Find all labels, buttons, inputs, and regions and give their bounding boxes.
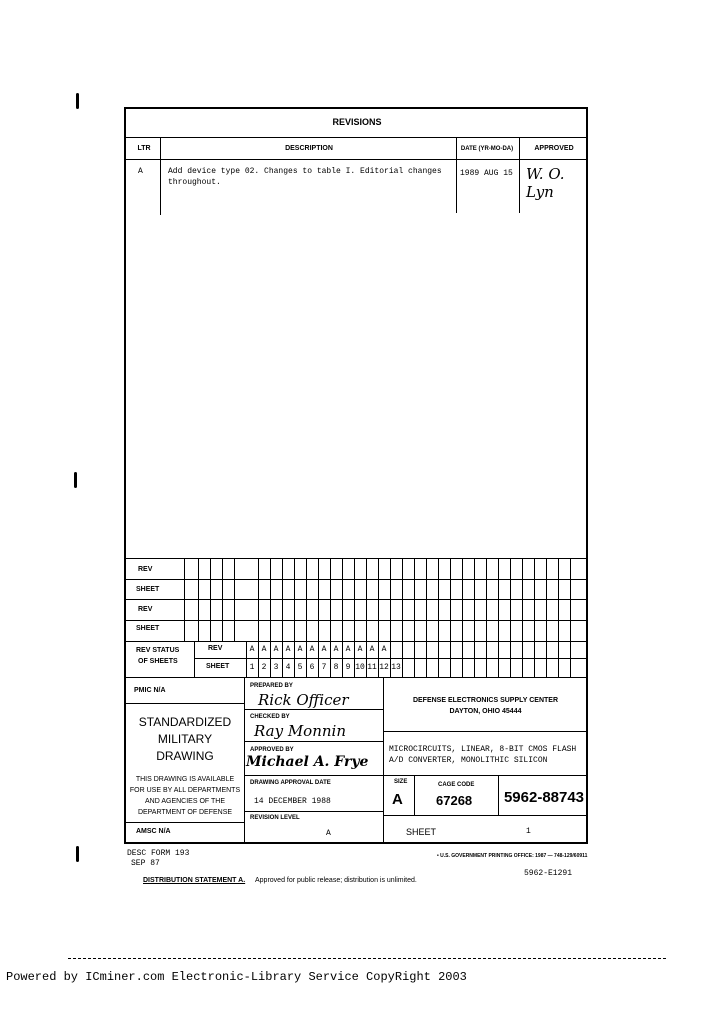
checked-by-signature: Ray Monnin	[254, 722, 346, 740]
size-value: A	[392, 791, 403, 808]
rev-status-label-2: OF SHEETS	[138, 658, 178, 665]
col-approved-header: APPROVED	[534, 145, 574, 152]
rev-status-cell: A	[285, 645, 291, 654]
revision-level-label: REVISION LEVEL	[250, 815, 300, 821]
approved-by-label: APPROVED BY	[250, 747, 294, 753]
prepared-by-label: PREPARED BY	[250, 683, 293, 689]
gpo-imprint: • U.S. GOVERNMENT PRINTING OFFICE: 1987 — 748-129/60911	[437, 853, 588, 859]
cage-code-value: 67268	[436, 793, 473, 808]
drawing-form	[124, 107, 588, 844]
sheet-number-cell: 7	[321, 663, 327, 672]
col-ltr-header: LTR	[137, 145, 151, 152]
drawing-number: 5962-88743	[503, 789, 585, 806]
approval-date-label: DRAWING APPROVAL DATE	[250, 780, 331, 786]
standardized-line3: DRAWING	[156, 749, 214, 763]
binder-mark-top	[76, 93, 79, 109]
rev-header: REV	[208, 645, 223, 652]
revision-level: A	[326, 829, 331, 838]
revision-description-line1: Add device type 02. Changes to table I. Editorial changes	[168, 167, 442, 176]
sheet-label: SHEET	[406, 827, 437, 837]
distribution-statement-label: DISTRIBUTION STATEMENT A.	[143, 877, 246, 884]
grid-rev-label-1: REV	[138, 566, 153, 573]
amsc-label: AMSC N/A	[136, 828, 171, 835]
rev-status-cell: A	[321, 645, 327, 654]
binder-mark-bottom	[76, 846, 79, 862]
rev-status-cell: A	[345, 645, 351, 654]
desc-form-date: SEP 87	[131, 859, 160, 868]
supply-center-line1: DEFENSE ELECTRONICS SUPPLY CENTER	[412, 697, 559, 704]
standardized-line2: MILITARY	[157, 732, 213, 746]
checked-by-label: CHECKED BY	[250, 714, 290, 720]
bottom-rule	[68, 958, 666, 959]
approved-by-signature: Michael A. Frye	[246, 754, 369, 770]
size-label: SIZE	[394, 779, 408, 785]
sheet-number-cell: 5	[297, 663, 303, 672]
drawing-title-line1: MICROCIRCUITS, LINEAR, 8-BIT CMOS FLASH	[389, 745, 577, 754]
sheet-number-cell: 9	[345, 663, 351, 672]
rev-status-cell: A	[369, 645, 375, 654]
sheet-number-cell: 6	[309, 663, 315, 672]
sheet-number-cell: 4	[285, 663, 291, 672]
sheet-number-cell: 13	[391, 663, 401, 672]
sheet-header: SHEET	[206, 663, 230, 670]
rev-status-label-1: REV STATUS	[136, 647, 180, 654]
revision-ltr: A	[138, 167, 143, 176]
rev-status-cell: A	[381, 645, 387, 654]
grid-sheet-label-1: SHEET	[136, 586, 160, 593]
col-date-header: DATE (YR-MO-DA)	[460, 146, 514, 152]
availability-line3: AND AGENCIES OF THE	[145, 798, 225, 805]
powered-by-footer: Powered by ICminer.com Electronic-Library Service CopyRight 2003	[6, 970, 467, 984]
revision-date: 1989 AUG 15	[460, 169, 513, 178]
rev-status-cell: A	[273, 645, 279, 654]
col-description-header: DESCRIPTION	[285, 145, 333, 152]
availability-line4: DEPARTMENT OF DEFENSE	[137, 809, 233, 816]
supply-center-line2: DAYTON, OHIO 45444	[449, 708, 522, 715]
sheet-number: 1	[526, 827, 531, 836]
prepared-by-signature: Rick Officer	[258, 691, 349, 709]
sheet-number-cell: 8	[333, 663, 339, 672]
binder-mark-middle	[74, 472, 77, 488]
revision-description-line2: throughout.	[168, 178, 221, 187]
distribution-statement-text: Approved for public release; distribution is unlimited.	[255, 877, 417, 884]
sheet-number-cell: 12	[379, 663, 389, 672]
sheet-number-cell: 3	[273, 663, 279, 672]
drawing-title-line2: A/D CONVERTER, MONOLITHIC SILICON	[389, 756, 548, 765]
rev-status-row	[246, 645, 390, 654]
cage-code-label: CAGE CODE	[438, 782, 475, 788]
document-number: 5962-E1291	[524, 869, 573, 878]
availability-line2: FOR USE BY ALL DEPARTMENTS	[129, 787, 241, 794]
sheet-number-cell: 2	[261, 663, 267, 672]
standardized-line1: STANDARDIZED	[138, 715, 232, 729]
sheet-number-cell: 1	[249, 663, 255, 672]
rev-status-cell: A	[333, 645, 339, 654]
desc-form-number: DESC FORM 193	[127, 849, 190, 858]
approval-date: 14 DECEMBER 1988	[254, 797, 331, 806]
rev-status-cell: A	[309, 645, 315, 654]
grid-sheet-label-2: SHEET	[136, 625, 160, 632]
revision-approval-signature: W. O. Lyn	[526, 165, 565, 201]
rev-status-cell: A	[357, 645, 363, 654]
pmic-label: PMIC N/A	[134, 687, 166, 694]
revisions-title: REVISIONS	[332, 117, 382, 127]
sheet-number-cell: 11	[367, 663, 377, 672]
sheet-number-cell: 10	[355, 663, 365, 672]
availability-line1: THIS DRAWING IS AVAILABLE	[135, 776, 235, 783]
sheet-number-row	[246, 663, 402, 672]
rev-status-cell: A	[297, 645, 303, 654]
rev-status-cell: A	[249, 645, 255, 654]
rev-status-cell: A	[261, 645, 267, 654]
grid-rev-label-2: REV	[138, 606, 153, 613]
